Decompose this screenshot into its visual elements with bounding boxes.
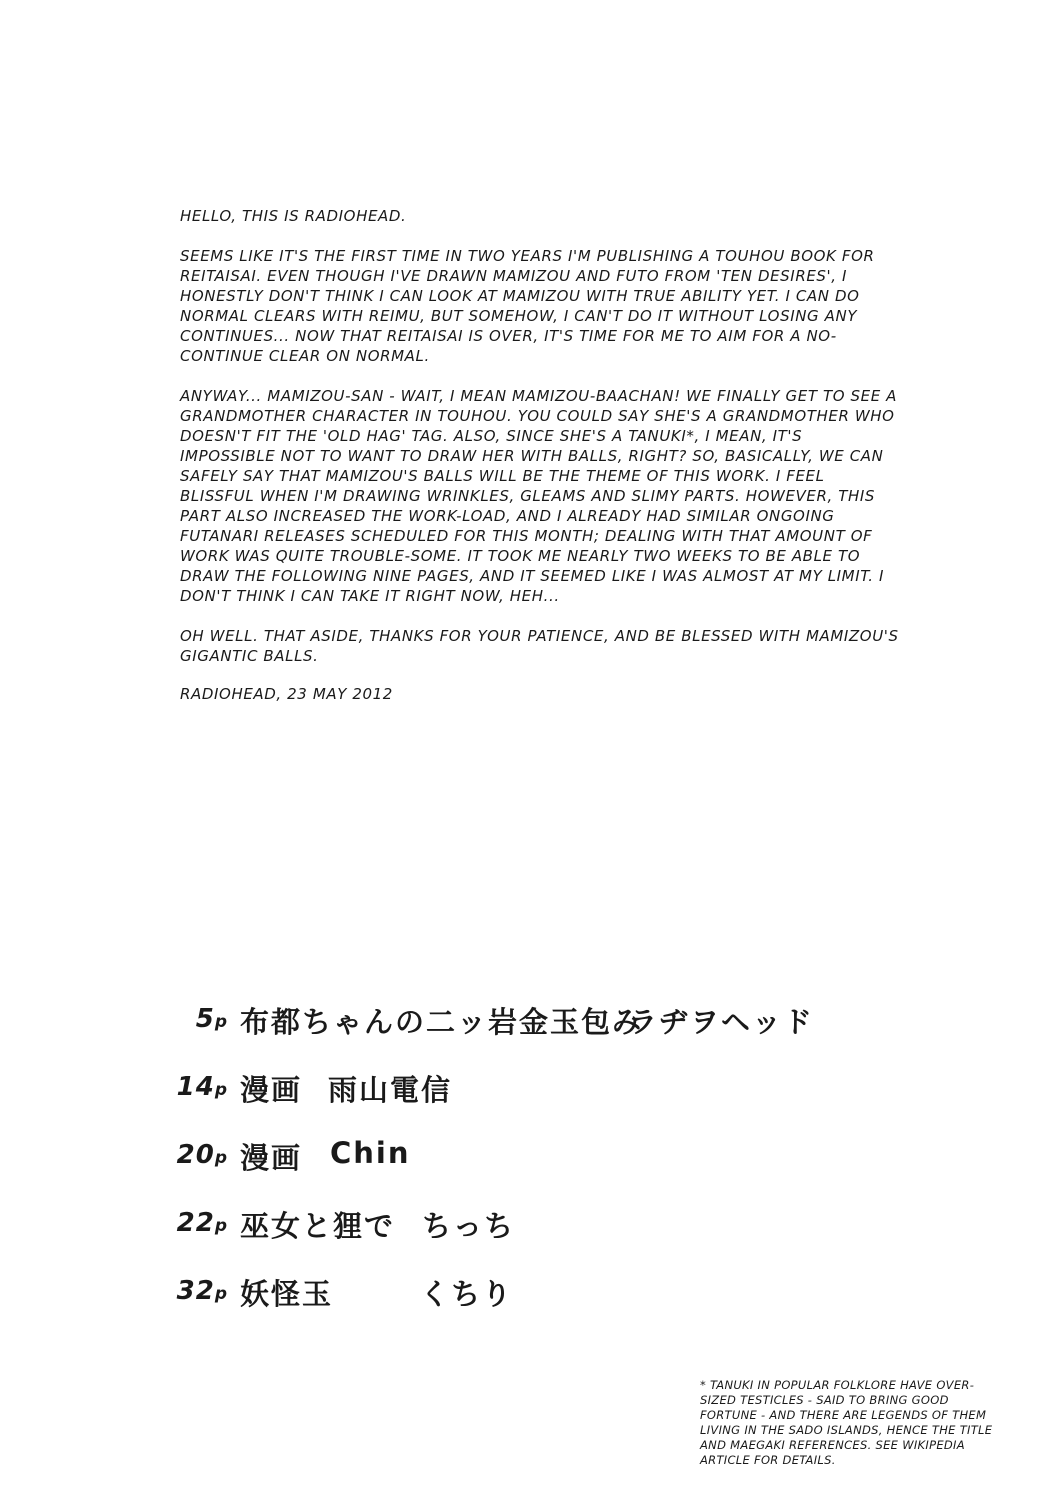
toc-row [158,1068,918,1108]
toc-author: ちっち [422,1209,516,1243]
toc-page-number: 32p [176,1276,228,1306]
toc-title: 巫女と狸で [240,1209,396,1243]
toc-author: くちり [420,1277,514,1311]
signature: RADIOHEAD, 23 MAY 2012 [180,685,393,703]
toc-row [158,1204,918,1244]
toc-title: 妖怪玉 [240,1277,334,1311]
afterword-text [180,206,900,724]
paragraph-1: SEEMS LIKE IT'S THE FIRST TIME IN TWO YEARS I'M PUBLISHING A TOUHOU BOOK FOR REITAISAI. EVEN THOUGH I'VE DRAWN MAMIZOU AND FUTO FROM 'TEN DESIRES', I HONESTLY DON'T THINK I CAN LOOK AT MAMIZOU WITH TRUE ABILITY YET. I CAN DO NORMAL CLEARS WITH REIMU, BUT SOMEHOW, I CAN'T DO IT WITHOUT LOSING ANY CONTINUES... NOW THAT REITAISAI IS OVER, IT'S TIME FOR ME TO AIM FOR A NO-CONTINUE CLEAR ON NORMAL. [180,247,875,365]
toc-author: Chin [330,1136,411,1170]
toc-page-number: 22p [176,1208,228,1238]
toc-author: ラヂヲヘッド [628,1005,815,1039]
toc-title: 漫画 [240,1141,303,1175]
toc-title: 布都ちゃんの二ッ岩金玉包み [240,1005,644,1039]
greeting: HELLO, THIS IS RADIOHEAD. [180,207,407,225]
toc-page-number: 5p [195,1004,228,1034]
toc-author: 雨山電信 [328,1073,453,1107]
toc-title: 漫画 [240,1073,303,1107]
paragraph-3: OH WELL. THAT ASIDE, THANKS FOR YOUR PATIENCE, AND BE BLESSED WITH MAMIZOU'S GIGANTIC BALLS. [180,627,899,665]
toc-page-number: 20p [176,1140,228,1170]
toc-row [158,1000,918,1040]
toc-row [158,1136,918,1176]
footnote: * TANUKI IN POPULAR FOLKLORE HAVE OVER-SIZED TESTICLES - SAID TO BRING GOOD FORTUNE - AND THERE ARE LEGENDS OF THEM LIVING IN THE SADO ISLANDS, HENCE THE TITLE AND MAEGAKI REFERENCES. SEE WIKIPEDIA ARTICLE FOR DETAILS. [700,1378,993,1467]
paragraph-2: ANYWAY... MAMIZOU-SAN - WAIT, I MEAN MAMIZOU-BAACHAN! WE FINALLY GET TO SEE A GRANDMOTHER CHARACTER IN TOUHOU. YOU COULD SAY SHE'S A GRANDMOTHER WHO DOESN'T FIT THE 'OLD HAG' TAG. ALSO, SINCE SHE'S A TANUKI*, I MEAN, IT'S IMPOSSIBLE NOT TO WANT TO DRAW HER WITH BALLS, RIGHT? SO, BASICALLY, WE CAN SAFELY SAY THAT MAMIZOU'S BALLS WILL BE THE THEME OF THIS WORK. I FEEL BLISSFUL WHEN I'M DRAWING WRINKLES, GLEAMS AND SLIMY PARTS. HOWEVER, THIS PART ALSO INCREASED THE WORK-LOAD, AND I ALREADY HAD SIMILAR ONGOING FUTANARI RELEASES SCHEDULED FOR THIS MONTH; DEALING WITH THAT AMOUNT OF WORK WAS QUITE TROUBLE-SOME. IT TOOK ME NEARLY TWO WEEKS TO BE ABLE TO DRAW THE FOLLOWING NINE PAGES, AND IT SEEMED LIKE I WAS ALMOST AT MY LIMIT. I DON'T THINK I CAN TAKE IT RIGHT NOW, HEH... [180,387,898,605]
toc-row [158,1272,918,1312]
toc-page-number: 14p [176,1072,228,1102]
